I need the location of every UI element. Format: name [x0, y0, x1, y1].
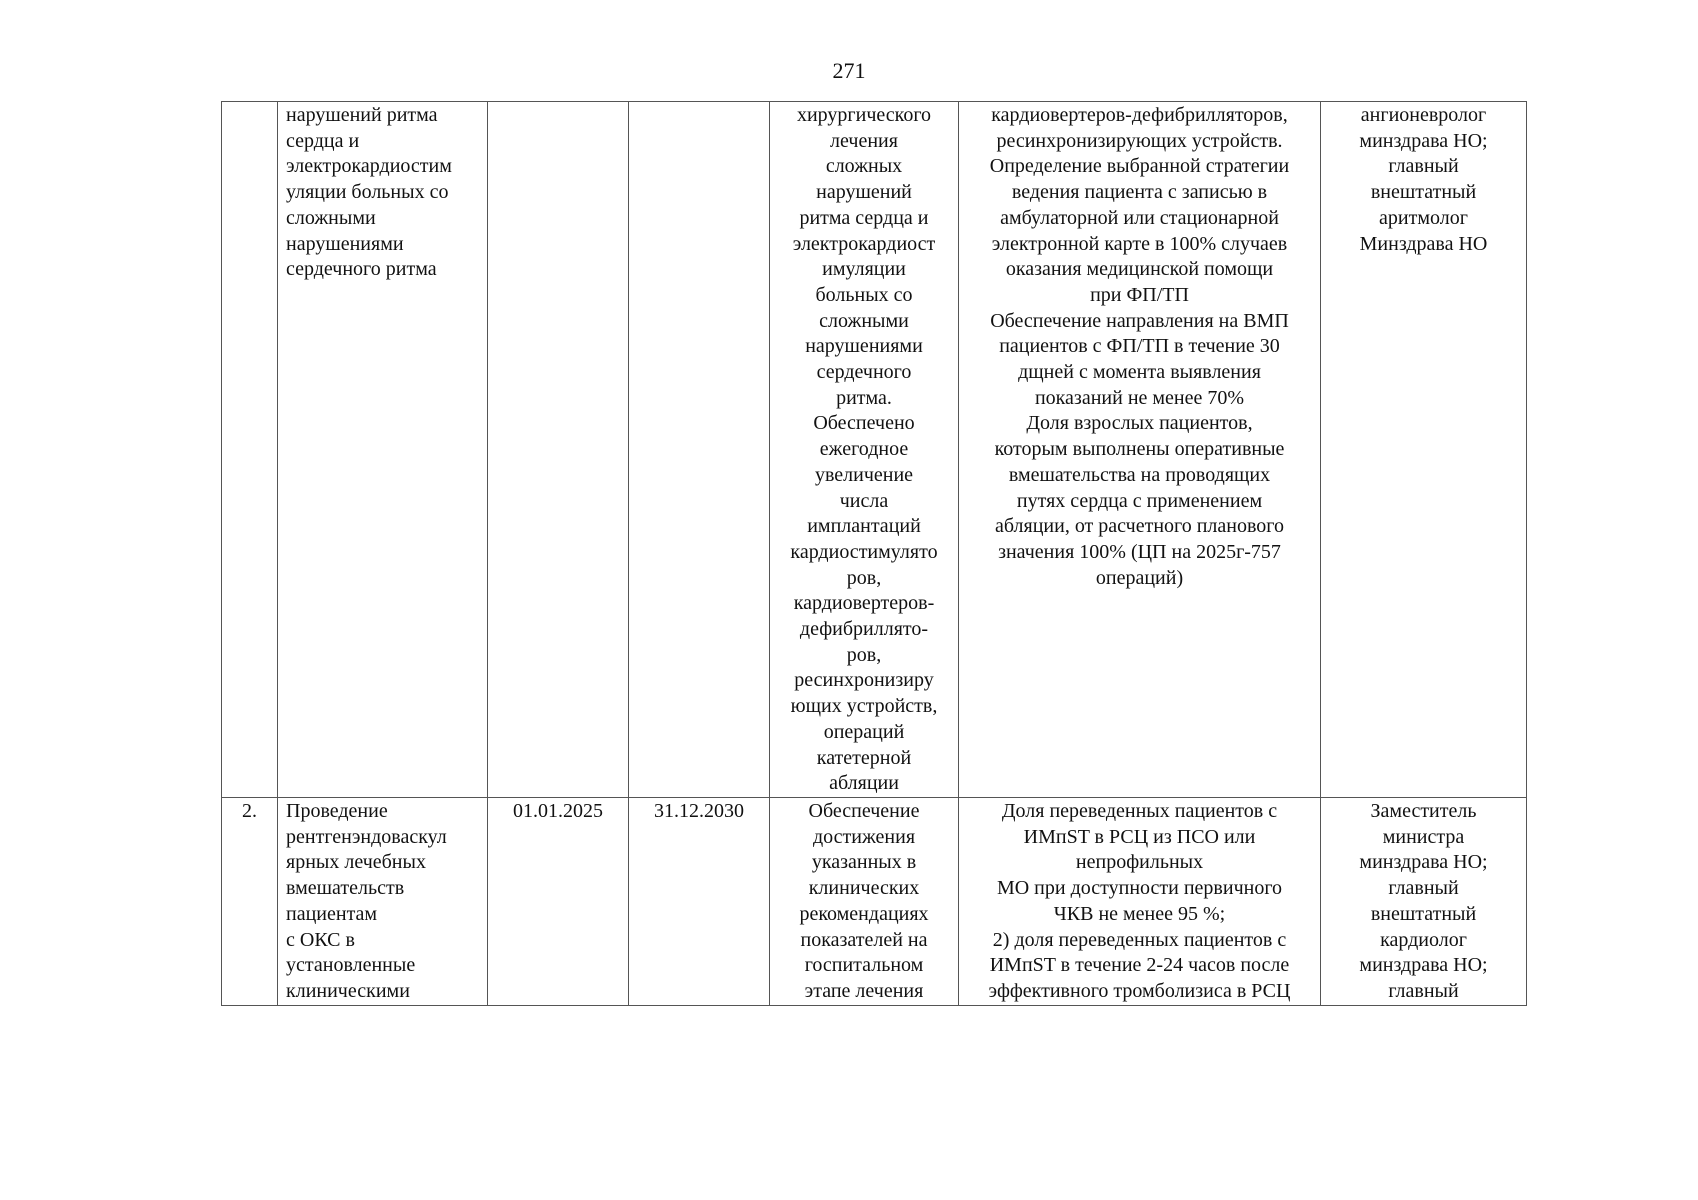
- measure-name-cell: нарушений ритма сердца и электрокардиостим уляции больных со сложными нарушениями сердечного ритма: [278, 102, 488, 798]
- responsible-cell: ангионевролог минздрава НО; главный внештатный аритмолог Минздрава НО: [1321, 102, 1527, 798]
- start-date-cell: [488, 102, 629, 798]
- indicator-cell: Доля переведенных пациентов с ИМпST в РСЦ из ПСО или непрофильных МО при доступности первичного ЧКВ не менее 95 %; 2) доля переведенных пациентов с ИМпST в течение 2-24 часов после эффективного тромболизиса в РСЦ: [959, 797, 1321, 1005]
- start-date-cell: 01.01.2025: [488, 797, 629, 1005]
- expected-result-cell: Обеспечение достижения указанных в клинических рекомендациях показателей на госпитальном этапе лечения: [770, 797, 959, 1005]
- responsible-cell: Заместитель министра минздрава НО; главный внештатный кардиолог минздрава НО; главный: [1321, 797, 1527, 1005]
- end-date-cell: [629, 102, 770, 798]
- row-number-cell: 2.: [222, 797, 278, 1005]
- measures-table: [221, 101, 1527, 1006]
- page-number: 271: [832, 58, 866, 83]
- table-row: [222, 102, 1527, 798]
- row-number-cell: [222, 102, 278, 798]
- measure-name-cell: Проведение рентгенэндоваскул ярных лечебных вмешательств пациентам с ОКС в установленные клиническими: [278, 797, 488, 1005]
- expected-result-cell: хирургического лечения сложных нарушений ритма сердца и электрокардиост имуляции больных со сложными нарушениями сердечного ритма. Обеспечено ежегодное увеличение числа имплантаций кардиостимулято ров, кардиовертеров- дефибриллято- ров, ресинхронизиру ющих устройств, операций катетерной абляции: [770, 102, 959, 798]
- table-row: [222, 797, 1527, 1005]
- indicator-cell: кардиовертеров-дефибрилляторов, ресинхронизирующих устройств. Определение выбранной стратегии ведения пациента с записью в амбулаторной или стационарной электронной карте в 100% случаев оказания медицинской помощи при ФП/ТП Обеспечение направления на ВМП пациентов с ФП/ТП в течение 30 дщней с момента выявления показаний не менее 70% Доля взрослых пациентов, которым выполнены оперативные вмешательства на проводящих путях сердца с применением абляции, от расчетного планового значения 100% (ЦП на 2025г-757 операций): [959, 102, 1321, 798]
- end-date-cell: 31.12.2030: [629, 797, 770, 1005]
